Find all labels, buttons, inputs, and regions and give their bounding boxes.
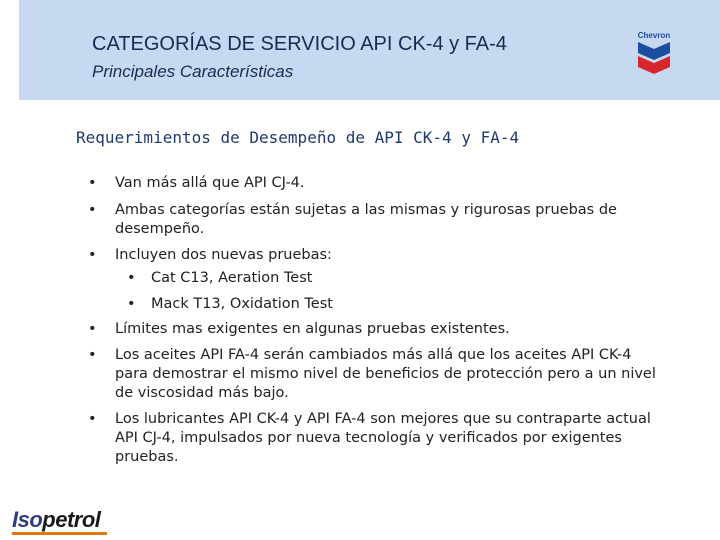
- isopetrol-logo: Isopetrol: [12, 507, 101, 532]
- slide-subtitle: Principales Características: [92, 62, 294, 81]
- chevron-logo: [630, 29, 678, 77]
- chevron-logo-text: Chevron: [637, 31, 671, 40]
- isopetrol-logo-underline: [12, 532, 107, 535]
- slide-title: CATEGORÍAS DE SERVICIO API CK-4 y FA-4: [92, 33, 507, 55]
- section-heading: Requerimientos de Desempeño de API CK-4 y FA-4: [76, 128, 520, 147]
